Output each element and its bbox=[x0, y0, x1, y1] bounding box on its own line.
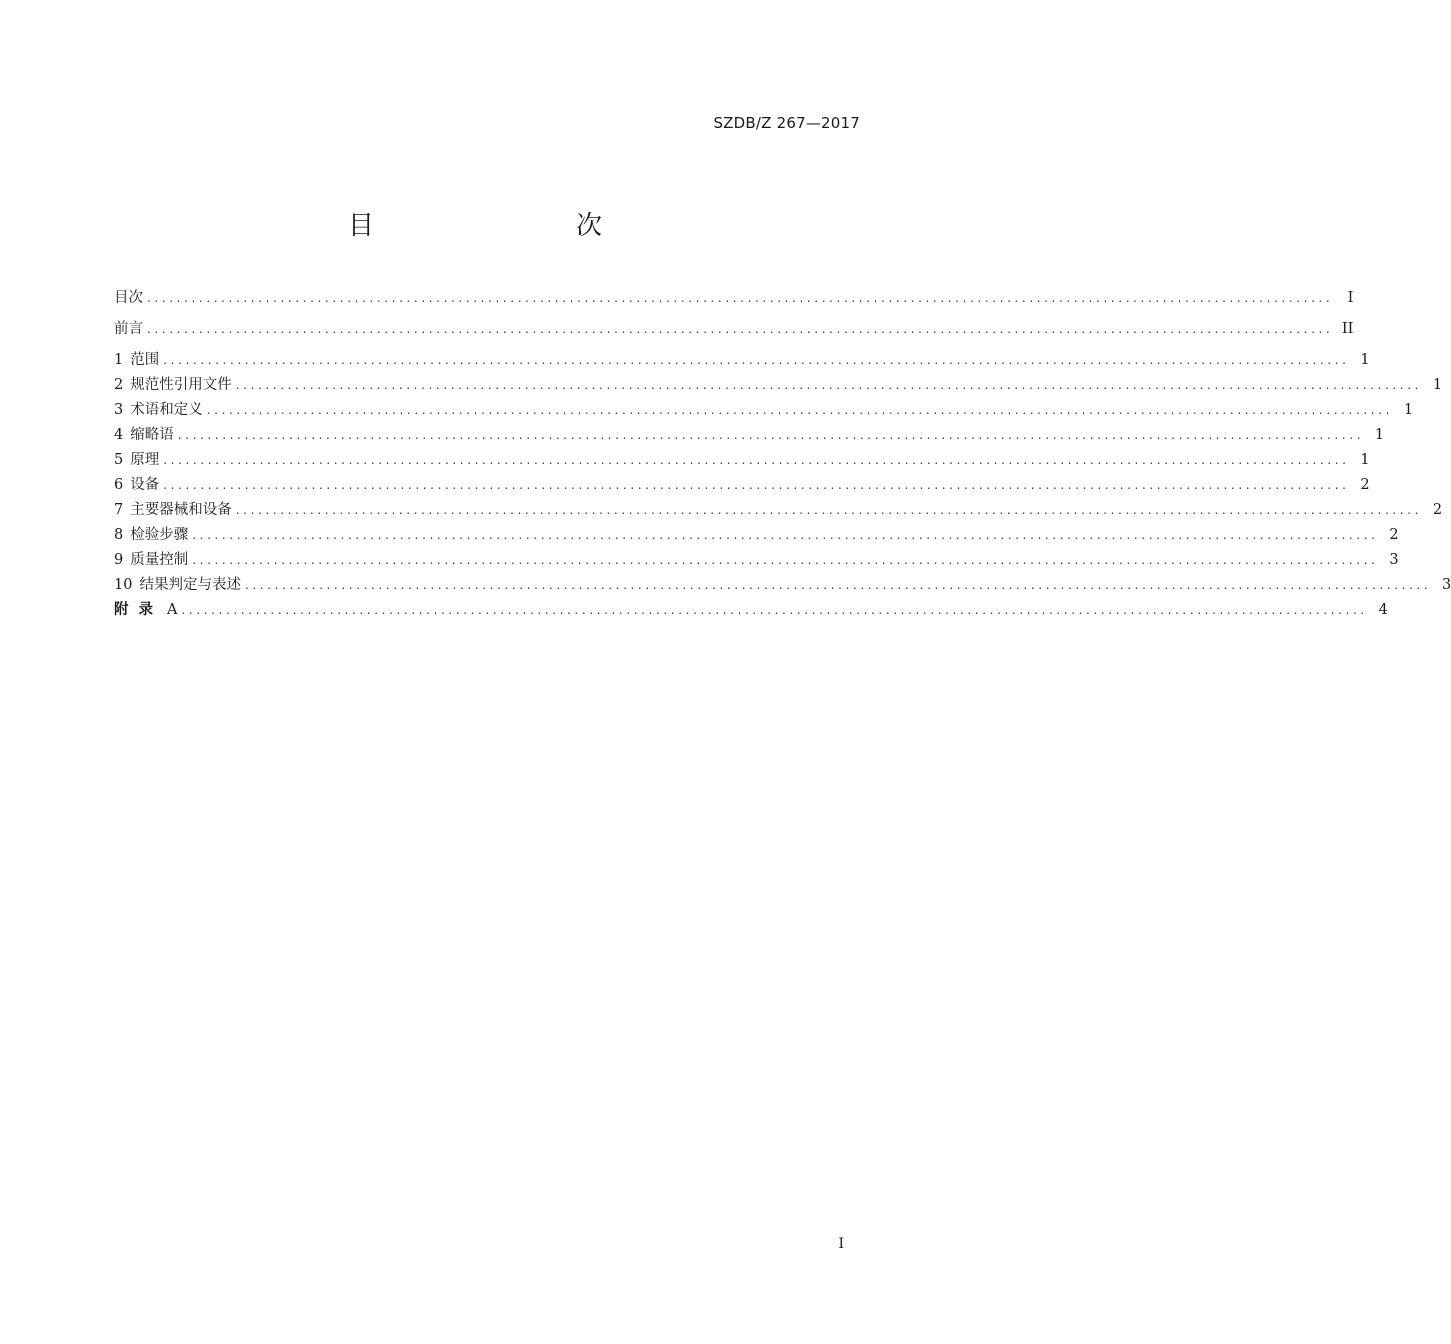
toc-page-number: 1 bbox=[1360, 352, 1370, 368]
toc-page-number: 4 bbox=[1378, 602, 1388, 618]
toc-leader-dots: ................................................................................................................................................................ bbox=[163, 478, 1350, 492]
toc-leader-dots: ................................................................................................................................................................ bbox=[192, 528, 1379, 542]
toc-entry-foreword[interactable] bbox=[114, 317, 1354, 342]
toc-leader-dots: ................................................................................................................................................................ bbox=[244, 578, 1432, 592]
toc-page-number: 1 bbox=[1360, 452, 1370, 468]
toc-entry-abbreviations[interactable] bbox=[114, 423, 1385, 448]
toc-leader-dots: ................................................................................................................................................................ bbox=[235, 378, 1423, 392]
document-code: SZDB/Z 267—2017 bbox=[713, 114, 860, 132]
toc-entry-main-instruments[interactable] bbox=[114, 498, 1443, 523]
toc-leader-dots: ................................................................................................................................................................ bbox=[163, 453, 1350, 467]
toc-entry-label: 前言 bbox=[114, 321, 143, 337]
toc-page-number: II bbox=[1341, 321, 1354, 337]
page-title: 目 次 bbox=[347, 211, 652, 241]
toc-entry-label: 目次 bbox=[114, 290, 143, 306]
toc-page-number: 1 bbox=[1403, 402, 1414, 418]
toc-entry-label: 2 规范性引用文件 bbox=[114, 377, 232, 393]
toc-entry-quality-control[interactable] bbox=[114, 548, 1399, 573]
toc-page-number: 3 bbox=[1389, 552, 1399, 568]
toc-entry-label: 附录 A bbox=[114, 602, 178, 618]
toc-entry-equipment[interactable] bbox=[114, 473, 1370, 498]
toc-entry-label: 8 检验步骤 bbox=[114, 527, 189, 543]
toc-page-number: 2 bbox=[1389, 527, 1399, 543]
toc-entry-label: 9 质量控制 bbox=[114, 552, 189, 568]
toc-page-number: I bbox=[1347, 290, 1354, 306]
toc-leader-dots: ................................................................................................................................................................ bbox=[206, 403, 1394, 417]
toc-entry-contents[interactable] bbox=[114, 286, 1354, 311]
toc-entry-terms-definitions[interactable] bbox=[114, 398, 1414, 423]
toc-leader-dots: ................................................................................................................................................................ bbox=[163, 353, 1350, 367]
toc-leader-dots: ................................................................................................................................................................ bbox=[147, 322, 1334, 336]
toc-entry-label: 7 主要器械和设备 bbox=[114, 502, 232, 518]
toc-entry-label: 3 术语和定义 bbox=[114, 402, 203, 418]
toc-entry-label: 4 缩略语 bbox=[114, 427, 174, 443]
table-of-contents bbox=[114, 286, 1451, 623]
toc-leader-dots: ................................................................................................................................................................ bbox=[147, 291, 1334, 305]
toc-entry-label: 1 范围 bbox=[114, 352, 160, 368]
toc-entry-label: 10 结果判定与表述 bbox=[114, 577, 241, 593]
footer-page-number: I bbox=[838, 1236, 844, 1252]
toc-leader-dots: ................................................................................................................................................................ bbox=[235, 503, 1423, 517]
toc-entry-label: 5 原理 bbox=[114, 452, 160, 468]
toc-leader-dots: ................................................................................................................................................................ bbox=[177, 428, 1365, 442]
toc-entry-scope[interactable] bbox=[114, 348, 1370, 373]
toc-page-number: 2 bbox=[1360, 477, 1370, 493]
toc-entry-result-judgment[interactable] bbox=[114, 573, 1451, 598]
toc-page-number: 1 bbox=[1374, 427, 1385, 443]
toc-page-number: 2 bbox=[1432, 502, 1443, 518]
toc-entry-normative-references[interactable] bbox=[114, 373, 1443, 398]
toc-entry-test-procedure[interactable] bbox=[114, 523, 1399, 548]
toc-page-number: 3 bbox=[1442, 577, 1451, 593]
toc-leader-dots: ................................................................................................................................................................ bbox=[192, 553, 1379, 567]
toc-entry-appendix-a[interactable] bbox=[114, 598, 1388, 623]
toc-entry-label: 6 设备 bbox=[114, 477, 160, 493]
toc-leader-dots: ................................................................................................................................................................ bbox=[181, 603, 1368, 617]
toc-entry-principle[interactable] bbox=[114, 448, 1370, 473]
toc-page-number: 1 bbox=[1432, 377, 1443, 393]
